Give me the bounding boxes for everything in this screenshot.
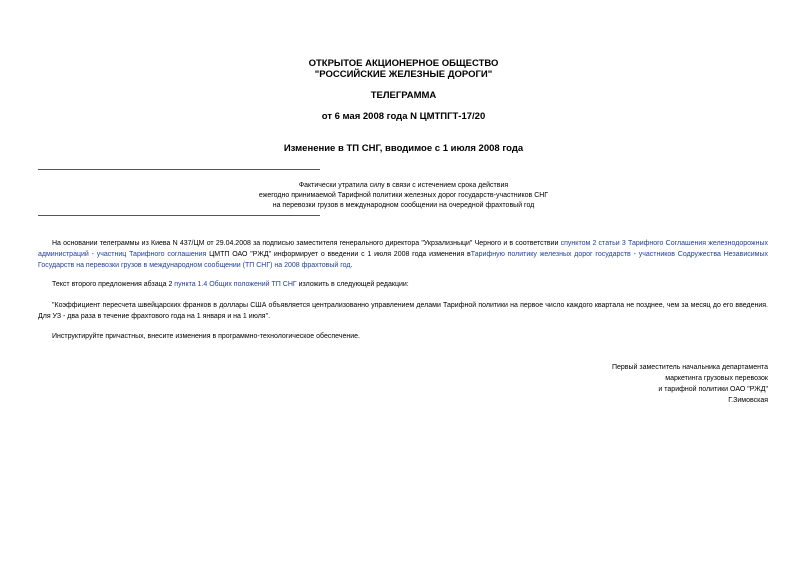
validity-note-line1: Фактически утратила силу в связи с истечением срока действия	[298, 182, 509, 189]
paragraph-amendment-text-a: Текст второго предложения абзаца 2	[52, 281, 175, 288]
organization-name-line1: ОТКРЫТОЕ АКЦИОНЕРНОЕ ОБЩЕСТВО	[308, 58, 499, 69]
paragraph-basis	[38, 238, 768, 271]
document-type: ТЕЛЕГРАММА	[370, 90, 437, 101]
signature-position-line1: Первый заместитель начальника департамента	[611, 364, 768, 371]
organization-name-line2: "РОССИЙСКИЕ ЖЕЛЕЗНЫЕ ДОРОГИ"	[314, 69, 493, 80]
signatory-name: Г.Зимовская	[728, 397, 768, 404]
paragraph-amendment-quote: "Коэффициент пересчета швейцарских франков в доллары США объявляется централизованно управлением делами Тарифной политики на первое число каждого квартала не позднее, чем за месяц до его введения. Для УЗ - два раза в течение фрахтового года на 1 января и на 1 июля".	[38, 302, 768, 320]
paragraph-basis-text-a: На основании телеграммы из Киева N 437/ЦМ от 29.04.2008 за подписью заместителя генерального директора "Укрзализныци" Черного и в соответствии	[52, 240, 561, 247]
paragraph-amendment-intro	[38, 279, 768, 290]
document-date-number: от 6 мая 2008 года N ЦМТПГТ-17/20	[321, 111, 486, 122]
tariff-agreement-link[interactable]: спунктом 2 статьи 3 Тарифного Соглашения железнодорожных администраций - участниц Тарифного соглашения	[38, 240, 768, 258]
validity-note-line2: ежегодно принимаемой Тарифной политики железных дорог государств-участников СНГ	[258, 192, 549, 199]
validity-note	[0, 181, 807, 211]
paragraph-instruction: Инструктируйте причастных, внесите изменения в программно-технологическое обеспечение.	[52, 333, 360, 340]
signature-block	[612, 362, 768, 406]
tariff-policy-link[interactable]: Тарифную политику железных дорог государств - участников Содружества Независимых Государств на перевозки грузов в международном сообщении (ТП СНГ) на 2008 фрахтовый год	[38, 251, 768, 269]
general-provisions-link[interactable]: пункта 1.4 Общих положений ТП СНГ	[174, 281, 297, 288]
paragraph-amendment-text-b: изложить в следующей редакции:	[296, 281, 409, 288]
divider-bottom	[38, 215, 320, 216]
paragraph-basis-text-c: .	[350, 262, 353, 269]
validity-note-line3: на перевозки грузов в международном сообщении на очередной фрахтовый год	[272, 202, 535, 209]
document-subject: Изменение в ТП СНГ, вводимое с 1 июля 2008 года	[283, 143, 524, 154]
paragraph-basis-text-b: ЦМТП ОАО "РЖД" информирует о введении с 1 июля 2008 года изменения в	[206, 251, 471, 258]
signature-position-line2: маркетинга грузовых перевозок	[665, 375, 768, 382]
organization-name	[0, 58, 807, 80]
signature-position-line3: и тарифной политики ОАО "РЖД"	[658, 386, 768, 393]
divider-top	[38, 169, 320, 170]
